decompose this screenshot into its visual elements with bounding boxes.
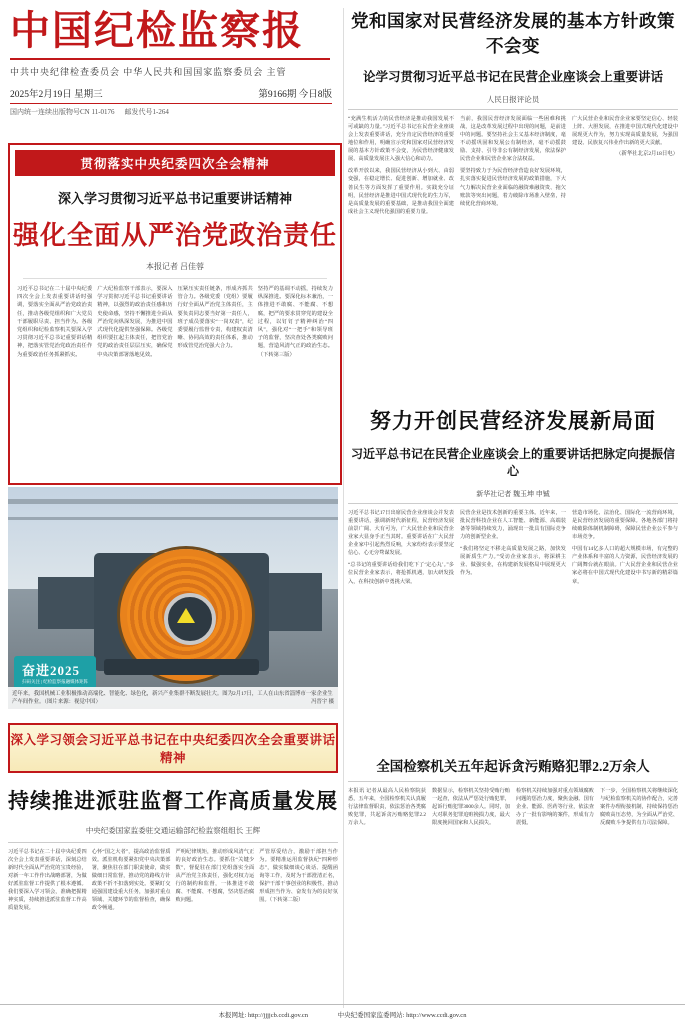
ceiling-beam — [8, 499, 338, 504]
feature-divider — [8, 842, 338, 843]
right-bottom-story — [348, 755, 678, 827]
feature-banner-label: 深入学习领会习近平总书记在中央纪委四次全会重要讲话精神 — [10, 733, 336, 765]
newspaper-title: 中国纪检监察报 — [10, 8, 304, 53]
right-bottom-column: 下一步，全国检察机关将继续深化与纪检监察机关的协作配合，完善案件办理衔接机制，持续保持惩治腐败高压态势，为全面从严治党、反腐败斗争提供有力司法保障。 — [600, 788, 678, 827]
issue-number: 第9166期 今日8版 — [258, 90, 332, 100]
right-top-end-note: （新华社北京2月18日电） — [616, 151, 678, 158]
right-mid-headline: 努力开创民营经济发展新局面 — [370, 409, 656, 433]
right-mid-divider — [348, 503, 678, 504]
right-top-subhead: 论学习贯彻习近平总书记在民营企业座谈会上重要讲话 — [362, 70, 663, 84]
right-top-column — [460, 115, 566, 216]
lead-columns — [10, 279, 340, 359]
campaign-badge — [14, 656, 96, 689]
paragraph: 要坚持致力于为民营经济营造良好发展环境，扎实落实促进民营经济发展的政策措施，下大气力解决民营企业面临的融资难融资贵、拖欠账款等突出问题，着力破除市场准入壁垒，持续优化营商环境。 — [460, 168, 566, 207]
right-bottom-columns — [348, 787, 678, 827]
lead-column: 压紧压实责任链条，形成齐抓共管合力。各级党委（党组）要履行好全面从严治党主体责任，主要负责同志要当好第一责任人，班子成员要落实“一岗双责”，纪委要履行监督专责，构建权责清晰、协同高效的责任体系，推动形成管党治党强大合力。 — [177, 286, 253, 350]
right-top-story — [348, 8, 678, 216]
right-bottom-column: 数据显示，检察机关坚持受贿行贿一起查，依法从严惩处行贿犯罪，起诉行贿犯罪3000余人。同时，加大对职务犯罪追赃挽损力度，最大限度挽回国家和人民损失。 — [432, 788, 510, 827]
paragraph: 习近平总书记17日出席民营企业座谈会并发表重要讲话，强调新时代新征程，民营经济发展前景广阔、大有可为，广大民营企业和民营企业家大显身手正当其时。重要讲话在广大民营企业家中引起热烈反响，大家纷纷表示要坚定信心、心无旁骛谋发展。 — [348, 510, 454, 557]
feature-column: 心怀“国之大者”，提高政治监督质效。派驻机构要紧扣党中央决策部署，聚焦驻在部门职责使命，做实做细日常监督，推动党的路线方针政策不折不扣落到实处。要紧盯交通强国建设重大任务，加强对重点领域、关键环节的监督检查，确保政令畅通。 — [91, 849, 171, 912]
right-top-columns — [348, 115, 678, 216]
lead-headline: 强化全面从严治党政治责任 — [12, 221, 337, 250]
photo-credit: 冯晋宇 摄 — [311, 698, 334, 705]
photo-caption-text: 近年来，我国机械工业积极推动高端化、智能化、绿色化，新兴产业集群不断发展壮大。图为2月17日，工人在山东省淄博市一家企业生产车间作业。（图片来源：视觉中国） — [12, 690, 333, 705]
photo-caption — [8, 687, 338, 709]
right-bottom-divider — [348, 781, 678, 782]
feature-banner — [8, 723, 338, 773]
feature-columns — [8, 848, 338, 913]
lead-column: 坚持严的基调不动摇，持续发力纵深推进。要深化标本兼治，一体推进不敢腐、不能腐、不想腐，把严的要求贯穿党的建设全过程，以钉钉子精神纠治“四风”，强化对“一把手”和领导班子的监督，坚决查处各类腐败问题，营造风清气正的政治生态。（下转第三版） — [257, 286, 333, 358]
right-mid-columns — [348, 509, 678, 586]
right-mid-column — [348, 509, 454, 586]
paragraph: 营造市场化、法治化、国际化一流营商环境，是民营经济发展的重要保障。各地各部门将持续破除体制机制障碍，保障民营企业公平参与市场竞争。 — [572, 510, 678, 541]
lead-column: 广大纪检监察干部表示，要深入学习贯彻习近平总书记重要讲话精神，以强烈的政治责任感和历史使命感，坚持不懈推进全面从严治党向纵深发展，为推进中国式现代化提供坚强保障。各级党组织要扛起主体责任，把管党治党的政治责任层层压实，确保党中央决策部署落地见效。 — [97, 286, 173, 358]
lead-kicker: 深入学习贯彻习近平总书记重要讲话精神 — [57, 191, 292, 206]
footer-org-link[interactable]: 中央纪委国家监委网站: http://www.ccdi.gov.cn — [337, 1012, 467, 1019]
paragraph: “充满生机活力的民营经济是推动我国发展不可或缺的力量。”习近平总书记在民营企业座谈会上发表重要讲话，充分肯定民营经济的重要地位和作用，明确宣示党和国家对民营经济发展的基本方针政策不会变，为民营经济健康发展、高质量发展注入强大信心和动力。 — [348, 116, 454, 163]
feature-column: 严管厚爱结合，激励干部担当作为。要精准运用监督执纪“四种形态”，做实做细谈心谈话、提醒函询等工作，及时为干部澄清正名，保护干部干事创业的积极性，推动形成担当作为、奋发有为的良好氛围。（下转第二版） — [259, 849, 338, 904]
right-top-divider — [348, 109, 678, 110]
feature-headline: 持续推进派驻监督工作高质量发展 — [8, 789, 338, 813]
feature-byline: 中央纪委国家监委驻交通运输部纪检监察组组长 王辉 — [85, 826, 261, 835]
right-top-source: 人民日报评论员 — [486, 95, 540, 104]
right-mid-byline: 新华社记者 魏玉坤 申铖 — [476, 490, 550, 498]
paragraph: 改革开放以来，我国民营经济从小到大、由弱变强，在稳定增长、促进创新、增加就业、改善民生等方面发挥了重要作用。实践充分证明，民营经济是推进中国式现代化的生力军，是高质量发展的重要基础，是推动我国全面建成社会主义现代化强国的重要力量。 — [348, 168, 454, 215]
ceiling-beam — [8, 517, 338, 520]
campaign-badge-label: 奋进2025 — [22, 663, 81, 678]
right-bottom-column: 本报讯 记者从最高人民检察院获悉，五年来，全国检察机关认真履行法律监督职责，依法惩治各类腐败犯罪，共起诉贪污贿赂犯罪2.2万余人。 — [348, 788, 426, 827]
masthead-rule-2 — [10, 103, 332, 104]
right-mid-column — [572, 509, 678, 586]
right-mid-subhead: 习近平总书记在民营企业座谈会上的重要讲话把脉定向提振信心 — [350, 447, 675, 478]
right-bottom-column: 检察机关持续加强对重点领域腐败问题的惩治力度，聚焦金融、国有企业、能源、医药等行业，依法查办了一批有影响的案件，形成有力震慑。 — [516, 788, 594, 827]
machine-base — [104, 659, 259, 675]
page-footer — [0, 1004, 685, 1024]
right-top-column — [572, 115, 678, 216]
news-photo — [8, 487, 338, 709]
masthead-rule — [10, 58, 330, 60]
lead-story-box — [8, 143, 342, 485]
machine-part — [38, 577, 96, 629]
paragraph: 民营企业是技术创新的重要主体。近年来，一批民营科技企业在人工智能、新能源、高端装备等领域持续发力，涌现出一批具有国际竞争力的创新型企业。 — [460, 510, 566, 541]
lead-banner: 贯彻落实中央纪委四次全会精神 — [15, 150, 335, 176]
column-divider — [343, 8, 344, 1008]
right-top-headline: 党和国家对民营经济发展的基本方针政策不会变 — [351, 11, 675, 56]
paragraph: 当前，我国民营经济发展面临一些困难和挑战，这是改革发展过程中出现的问题，是前进中的问题。要坚持社会主义基本经济制度，毫不动摇巩固和发展公有制经济，毫不动摇鼓励、支持、引导非公有制经济发展，依法保护民营企业和民营企业家合法权益。 — [460, 116, 566, 163]
machine-part — [260, 573, 322, 631]
right-top-column — [348, 115, 454, 216]
masthead — [10, 8, 340, 117]
campaign-badge-sub: 扫码关注 | 纪检监察报融媒体矩阵 — [22, 679, 89, 684]
right-bottom-headline: 全国检察机关五年起诉贪污贿赂犯罪2.2万余人 — [376, 759, 650, 774]
issue-date: 2025年2月19日 星期三 — [10, 90, 103, 100]
paragraph: 广大民营企业和民营企业家要坚定信心、轻装上阵、大胆发展，在推进中国式现代化建设中展现更大作为，努力实现高质量发展，为强国建设、民族复兴伟业作出新的更大贡献。 — [572, 116, 678, 147]
feature-story — [8, 723, 338, 998]
paragraph: “我们将坚定不移走高质量发展之路，加快发展新质生产力。”受访企业家表示，将深耕主业、做强实业，在构建新发展格局中展现更大作为。 — [460, 546, 566, 577]
warning-triangle-icon — [177, 608, 195, 623]
feature-column: 严明纪律规矩，推动形成风清气正的良好政治生态。要抓住“关键少数”，督促驻在部门党组落实全面从严治党主体责任，强化对权力运行的制约和监督，一体推进不敢腐、不能腐、不想腐，坚决惩治腐败问题。 — [175, 849, 255, 904]
masthead-subtitle: 中共中央纪律检查委员会 中华人民共和国国家监察委员会 主管 — [10, 67, 287, 77]
paragraph: 中国有14亿多人口的超大规模市场，有完整的产业体系和丰富的人力资源，民营经济发展的广阔舞台就在眼前。广大民营企业和民营企业家必将在中国式现代化建设中书写新的精彩篇章。 — [572, 546, 678, 585]
lead-byline: 本报记者 吕佳蓉 — [146, 262, 204, 271]
postal-code: 邮发代号1-264 — [124, 108, 169, 116]
right-mid-story — [348, 405, 678, 586]
feature-column: 习近平总书记在二十届中央纪委四次全会上发表重要讲话，深刻总结新时代全面从严治党的宝贵经验，对新一年工作作出战略部署，为做好派驻监督工作提供了根本遵循。我们要深入学习领会，准确把握精神实质，持续推进派驻监督工作高质量发展。 — [8, 849, 87, 912]
publication-number: 国内统一连续出版物号CN 11-0176 — [10, 108, 115, 116]
footer-site-link[interactable]: 本报网址: http://jjjjcb.ccdi.gov.cn — [218, 1012, 309, 1019]
paragraph: “总书记的重要讲话给我们吃下了‘定心丸’。”多位民营企业家表示，将抢抓机遇，加大研发投入，在科技创新中勇挑大梁。 — [348, 562, 454, 585]
right-mid-column — [460, 509, 566, 586]
lead-column: 习近平总书记在二十届中央纪委四次全会上发表重要讲话时强调，要落实全面从严治党政治责任，推动各级党组织和广大党员干部履职尽责、担当作为。各级党组织和纪检监察机关要深入学习贯彻习近平总书记重要讲话精神，把落实管党治党政治责任作为重要政治任务抓紧抓实。 — [17, 286, 93, 358]
